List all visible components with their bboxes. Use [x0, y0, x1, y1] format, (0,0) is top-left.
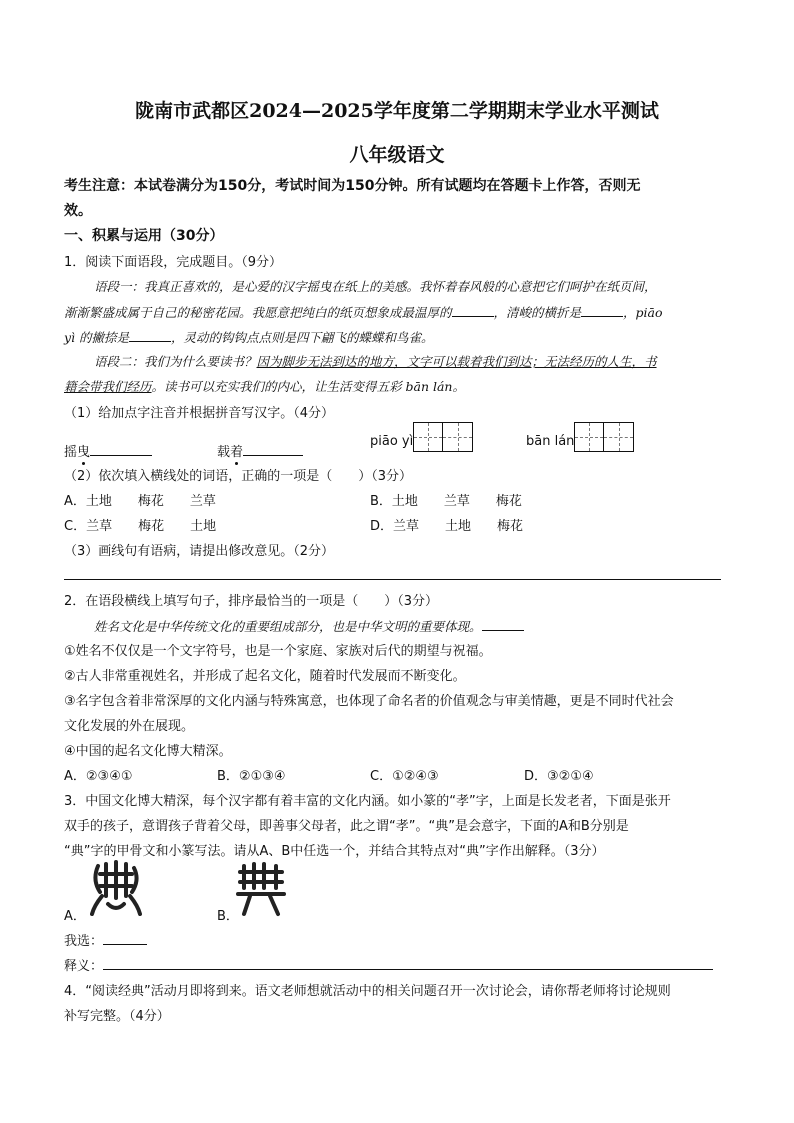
q1-answer-yaoye[interactable] — [90, 441, 152, 456]
q3-choose-label: 我选： — [64, 934, 104, 949]
q3-label-a: A． — [64, 909, 86, 924]
q1-option-d[interactable]: D．兰草 土地 梅花 — [370, 519, 524, 534]
q1-option-a[interactable]: A．土地 梅花 兰草 — [64, 494, 216, 509]
q2-stem: 2．在语段横线上填写句子，排序最恰当的一项是（ ）（3分） — [64, 594, 439, 609]
oracle-bone-dian-glyph — [88, 860, 144, 920]
q1-word-banlan — [526, 422, 634, 452]
q3-line2: 双手的孩子，意谓孩子背着父母，即善事父母者，此之谓“孝”。“典”是会意字，下面的A和B分别是 — [64, 819, 629, 834]
q3-explain-answer[interactable] — [103, 955, 713, 970]
q1-underlined-sentence-1: 因为脚步无法到达的地方，文字可以载着我们到达；无法经历的人生，书 — [256, 354, 657, 369]
q2-sentence-4: ④中国的起名文化博大精深。 — [64, 744, 232, 759]
q1-passage1-line2 — [64, 302, 663, 321]
q1-pinyin-banlan: bān lán — [526, 434, 575, 449]
q1-answer-line[interactable] — [64, 579, 721, 580]
q3-line3: “典”字的甲骨文和小篆写法。请从A、B中任选一个，并结合其特点对“典”字作出解释。（3分） — [64, 844, 605, 859]
q1-word-yaoye-char: 摇 — [64, 445, 78, 460]
q1-word-yaoye-dotted-char: 曳 — [77, 445, 91, 460]
exam-title: 陇南市武都区2024—2025学年度第二学期期末学业水平测试 — [135, 100, 659, 122]
q2-sentence-1: ①姓名不仅仅是一个文字符号，也是一个家庭、家族对后代的期望与祝福。 — [64, 644, 492, 659]
section1-heading: 一、积累与运用（30分） — [64, 228, 224, 244]
q1-blank-3[interactable] — [129, 327, 171, 342]
q1-passage1-text-b: ，清峻的横折是 — [493, 305, 582, 320]
q1-word-yaoye — [64, 441, 152, 460]
q1-answer-zaizhe[interactable] — [243, 441, 303, 456]
q2-sentence-3-line1: ③名字包含着非常深厚的文化内涵与特殊寓意，也体现了命名者的价值观念与审美情趣，更是不同时代社会 — [64, 694, 674, 709]
q2-option-d[interactable]: D．③②①④ — [524, 769, 594, 784]
q1-passage1-line1: 语段一：我真正喜欢的，是心爱的汉字摇曳在纸上的美感。我怀着春风般的心意把它们呵护在纸页间， — [94, 279, 657, 294]
q3-label-b: B． — [217, 909, 239, 924]
q2-intro — [94, 616, 524, 635]
q1-passage1-text-a: 渐渐繁盛成属于自己的秘密花园。我愿意把纯白的纸页想象成最温厚的 — [64, 305, 452, 320]
q1-passage2-line1 — [94, 352, 657, 370]
q2-option-c[interactable]: C．①②④③ — [370, 769, 439, 784]
exam-subtitle: 八年级语文 — [349, 144, 445, 166]
q1-word-zaizhe-char: 载 — [217, 445, 231, 460]
q1-option-c[interactable]: C．兰草 梅花 土地 — [64, 519, 217, 534]
q1-sub1: （1）给加点字注音并根据拼音写汉字。（4分） — [64, 406, 335, 421]
q2-intro-text: 姓名文化是中华传统文化的重要组成部分，也是中华文明的重要体现。 — [94, 619, 482, 634]
q1-blank-2[interactable] — [581, 302, 623, 317]
q2-option-b[interactable]: B．②①③④ — [217, 769, 286, 784]
q1-passage1-line3 — [64, 327, 434, 346]
q2-sentence-2: ②古人非常重视姓名，并形成了起名文化，随着时代发展而不断变化。 — [64, 669, 466, 684]
q1-passage1-text-d: yì 的撇捺是 — [64, 330, 130, 345]
q1-word-zaizhe — [217, 441, 303, 460]
q1-tianzige-piaoyi[interactable] — [413, 422, 473, 452]
q2-blank[interactable] — [482, 616, 524, 631]
exam-notice-line2: 效。 — [64, 203, 92, 219]
q1-option-b[interactable]: B．土地 兰草 梅花 — [370, 494, 522, 509]
q4-line2: 补写完整。（4分） — [64, 1009, 170, 1024]
q1-passage1-text-c: ，piāo — [623, 305, 663, 320]
q3-choose — [64, 930, 147, 949]
exam-notice-line1: 考生注意：本试卷满分为150分，考试时间为150分钟。所有试题均在答题卡上作答，否则无 — [64, 178, 641, 194]
q2-option-a[interactable]: A．②③④① — [64, 769, 133, 784]
q1-sub2: （2）依次填入横线处的词语，正确的一项是（ ）（3分） — [64, 469, 413, 484]
seal-script-dian-glyph — [236, 862, 286, 918]
q1-tianzige-banlan[interactable] — [574, 422, 634, 452]
q3-line1: 3．中国文化博大精深，每个汉字都有着丰富的文化内涵。如小篆的“孝”字，上面是长发老者，下面是张开 — [64, 794, 671, 809]
q2-sentence-3-line2: 文化发展的外在展现。 — [64, 719, 195, 734]
q1-word-piaoyi — [370, 422, 473, 452]
q1-passage1-text-e: ，灵动的钩钩点点则是四下翩飞的蝶蝶和鸟雀。 — [171, 330, 434, 345]
q1-pinyin-piaoyi: piāo yì — [370, 434, 414, 449]
q1-stem: 1．阅读下面语段，完成题目。（9分） — [64, 255, 283, 270]
q1-passage2-text-a: 语段二：我们为什么要读书？ — [94, 354, 257, 369]
q3-choose-answer[interactable] — [103, 930, 147, 945]
q1-sub3: （3）画线句有语病，请提出修改意见。（2分） — [64, 544, 335, 559]
q1-word-zaizhe-dotted-char: 着 — [230, 445, 244, 460]
q3-explain — [64, 955, 713, 974]
q4-line1: 4．“阅读经典”活动月即将到来。语文老师想就活动中的相关问题召开一次讨论会，请你帮老师将讨论规则 — [64, 984, 671, 999]
q1-blank-1[interactable] — [452, 302, 494, 317]
q1-passage2-line2 — [64, 377, 465, 395]
q1-passage2-text-b: 。读书可以充实我们的内心，让生活变得五彩 bān lán。 — [151, 379, 465, 394]
q1-underlined-sentence-2: 籍会带我们经历 — [64, 379, 152, 394]
q3-explain-label: 释义： — [64, 959, 104, 974]
